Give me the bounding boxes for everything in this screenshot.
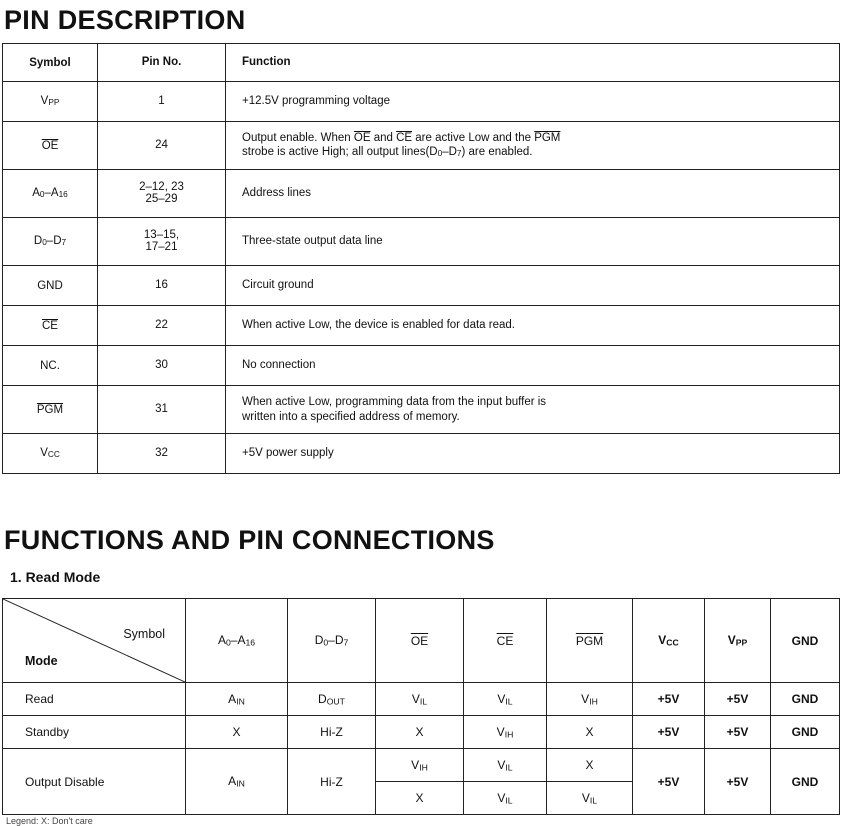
pin-number: 32 [98, 434, 226, 474]
col-header-a: A0–A16 [186, 599, 288, 683]
table-row [3, 306, 840, 346]
table-row [3, 434, 840, 474]
pin-function: +12.5V programming voltage [226, 82, 840, 122]
corner-header [3, 599, 186, 683]
pin-symbol: VPP [3, 82, 98, 122]
cell-vcc: +5V [633, 749, 705, 815]
functions-title: FUNCTIONS AND PIN CONNECTIONS [4, 525, 495, 555]
table-row [3, 82, 840, 122]
cell-pgm: X [547, 716, 633, 749]
read-header-row [3, 599, 840, 683]
pin-symbol: D0–D7 [3, 218, 98, 266]
pin-function: Address lines [226, 170, 840, 218]
function-header: Function [226, 44, 840, 82]
pin-symbol: VCC [3, 434, 98, 474]
pin-number: 16 [98, 266, 226, 306]
output-disable-row-1 [3, 749, 840, 782]
table-row [3, 346, 840, 386]
cell-ce: VIL [464, 683, 547, 716]
cell-oe: X [376, 782, 464, 815]
pin-number: 31 [98, 386, 226, 434]
table-row [3, 122, 840, 170]
pin-function: When active Low, programming data from the input buffer is written into a specified address of memory. [226, 386, 840, 434]
cell-vpp: +5V [705, 716, 771, 749]
pin-number: 13–15, 17–21 [98, 218, 226, 266]
col-header-oe: $\overline{OE}$ [376, 599, 464, 683]
cell-gnd: GND [771, 749, 840, 815]
pin-number: 30 [98, 346, 226, 386]
pin-number: 24 [98, 122, 226, 170]
cell-gnd: GND [771, 683, 840, 716]
symbol-header: Symbol [3, 44, 98, 82]
table-row [3, 218, 840, 266]
pin-function: Output enable. When $\overline{OE}$ and $\overline{CE}$ are active Low and the $\overline{PGM}$ strobe is active High; all output lines(D0–D7) are enabled. [226, 122, 840, 170]
cell-pgm: X [547, 749, 633, 782]
pin-symbol: $\overline{CE}$ [3, 306, 98, 346]
cell-ce: VIL [464, 749, 547, 782]
pin-description-table [2, 43, 840, 474]
cell-oe: VIL [376, 683, 464, 716]
pin-symbol: NC. [3, 346, 98, 386]
pin-number: 2–12, 23 25–29 [98, 170, 226, 218]
pin-function: Circuit ground [226, 266, 840, 306]
cell-oe: VIH [376, 749, 464, 782]
cell-oe: X [376, 716, 464, 749]
pin-number: 22 [98, 306, 226, 346]
col-header-vpp: VPP [705, 599, 771, 683]
read-mode-subtitle: 1. Read Mode [10, 569, 101, 585]
col-header-pgm: $\overline{PGM}$ [547, 599, 633, 683]
cell-a: AIN [186, 683, 288, 716]
cell-pgm: VIL [547, 782, 633, 815]
cell-vcc: +5V [633, 716, 705, 749]
cell-pgm: VIH [547, 683, 633, 716]
cell-vpp: +5V [705, 749, 771, 815]
read-mode-table [2, 598, 840, 815]
pin-description-title: PIN DESCRIPTION [4, 5, 246, 35]
cell-gnd: GND [771, 716, 840, 749]
cell-d: DOUT [288, 683, 376, 716]
pin-function: When active Low, the device is enabled for data read. [226, 306, 840, 346]
table-row [3, 266, 840, 306]
mode-standby: Standby [3, 716, 186, 749]
pin-number: 1 [98, 82, 226, 122]
mode-read: Read [3, 683, 186, 716]
standby-row [3, 716, 840, 749]
footnote: Legend: X: Don't care [6, 816, 93, 826]
cell-ce: VIH [464, 716, 547, 749]
pin-symbol: GND [3, 266, 98, 306]
table-row [3, 386, 840, 434]
cell-vpp: +5V [705, 683, 771, 716]
table-header-row [3, 44, 840, 82]
mode-output-disable: Output Disable [3, 749, 186, 815]
cell-a: X [186, 716, 288, 749]
pin-number-header: Pin No. [98, 44, 226, 82]
cell-ce: VIL [464, 782, 547, 815]
col-header-gnd: GND [771, 599, 840, 683]
pin-symbol: $\overline{PGM}$ [3, 386, 98, 434]
cell-a: AIN [186, 749, 288, 815]
col-header-ce: $\overline{CE}$ [464, 599, 547, 683]
cell-d: Hi-Z [288, 716, 376, 749]
pin-symbol: A0–A16 [3, 170, 98, 218]
col-header-d: D0–D7 [288, 599, 376, 683]
table-row [3, 170, 840, 218]
pin-function: +5V power supply [226, 434, 840, 474]
corner-symbol-label: Symbol [123, 627, 165, 641]
pin-symbol: $\overline{OE}$ [3, 122, 98, 170]
col-header-vcc: VCC [633, 599, 705, 683]
cell-vcc: +5V [633, 683, 705, 716]
read-row [3, 683, 840, 716]
corner-mode-label: Mode [25, 654, 58, 668]
pin-function: Three-state output data line [226, 218, 840, 266]
pin-function: No connection [226, 346, 840, 386]
cell-d: Hi-Z [288, 749, 376, 815]
